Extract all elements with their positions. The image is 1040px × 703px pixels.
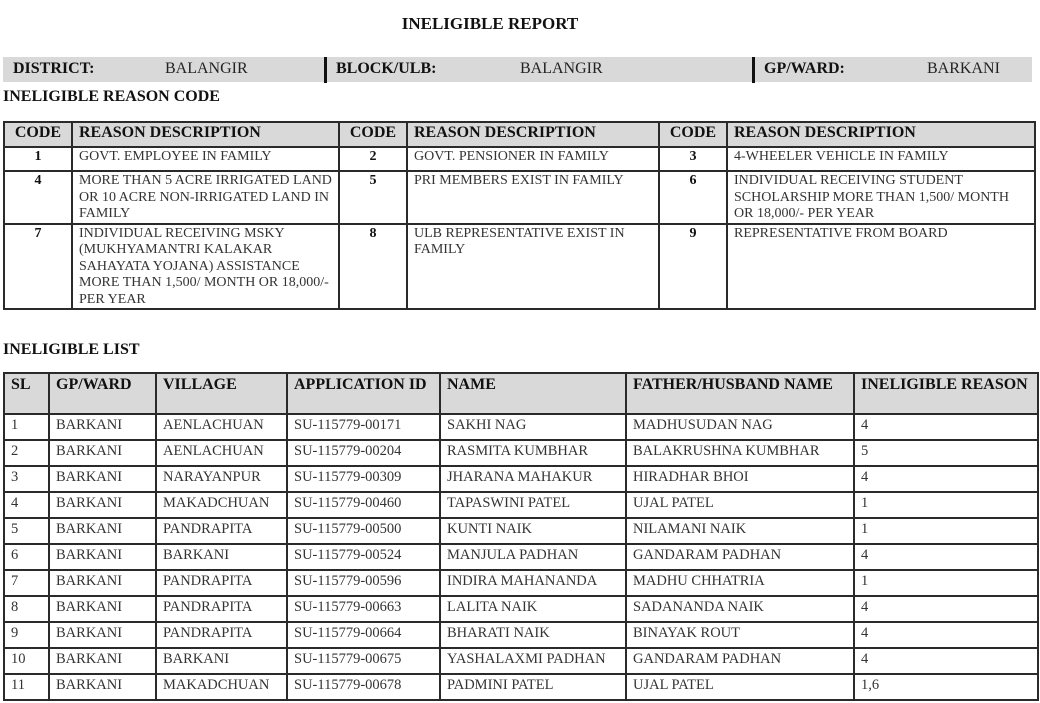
row-father-husband-name: UJAL PATEL (626, 492, 854, 518)
reason-description: PRI MEMBERS EXIST IN FAMILY (407, 171, 659, 224)
ineligible-list-table (3, 372, 1039, 701)
reason-description: INDIVIDUAL RECEIVING STUDENT SCHOLARSHIP MORE THAN 1,500/ MONTH OR 18,000/- PER YEAR (727, 171, 1035, 224)
reason-description: ULB REPRESENTATIVE EXIST IN FAMILY (407, 224, 659, 310)
reason-code: 9 (659, 224, 727, 310)
row-gp-ward: BARKANI (49, 674, 156, 700)
row-ineligible-reason: 1,6 (854, 674, 1038, 700)
reason-description: GOVT. PENSIONER IN FAMILY (407, 147, 659, 171)
row-father-husband-name: MADHUSUDAN NAG (626, 414, 854, 440)
row-sl: 7 (4, 570, 49, 596)
reason-description: MORE THAN 5 ACRE IRRIGATED LAND OR 10 ACRE NON-IRRIGATED LAND IN FAMILY (72, 171, 339, 224)
row-ineligible-reason: 1 (854, 492, 1038, 518)
table-row (4, 674, 1038, 700)
row-gp-ward: BARKANI (49, 414, 156, 440)
col-header-code: CODE (4, 122, 72, 147)
divider (752, 57, 755, 83)
row-gp-ward: BARKANI (49, 518, 156, 544)
row-name: TAPASWINI PATEL (440, 492, 626, 518)
row-application-id: SU-115779-00675 (287, 648, 440, 674)
row-application-id: SU-115779-00664 (287, 622, 440, 648)
col-header-reason: REASON DESCRIPTION (72, 122, 339, 147)
table-row (4, 492, 1038, 518)
table-row (4, 440, 1038, 466)
row-name: KUNTI NAIK (440, 518, 626, 544)
col-header-sl: SL (4, 373, 49, 414)
district-value: BALANGIR (165, 60, 248, 77)
row-application-id: SU-115779-00663 (287, 596, 440, 622)
row-name: MANJULA PADHAN (440, 544, 626, 570)
row-village: MAKADCHUAN (156, 674, 287, 700)
table-row (4, 544, 1038, 570)
table-row (4, 518, 1038, 544)
row-ineligible-reason: 1 (854, 570, 1038, 596)
row-gp-ward: BARKANI (49, 570, 156, 596)
reason-code: 1 (4, 147, 72, 171)
row-sl: 3 (4, 466, 49, 492)
block-value: BALANGIR (520, 60, 603, 77)
table-row (4, 648, 1038, 674)
row-name: LALITA NAIK (440, 596, 626, 622)
col-header-reason: REASON DESCRIPTION (727, 122, 1035, 147)
reason-code-row (4, 147, 1035, 171)
table-row (4, 622, 1038, 648)
row-name: SAKHI NAG (440, 414, 626, 440)
reason-code: 6 (659, 171, 727, 224)
row-gp-ward: BARKANI (49, 622, 156, 648)
row-name: BHARATI NAIK (440, 622, 626, 648)
reason-description: 4-WHEELER VEHICLE IN FAMILY (727, 147, 1035, 171)
reason-code: 8 (339, 224, 407, 310)
row-sl: 1 (4, 414, 49, 440)
row-sl: 11 (4, 674, 49, 700)
row-sl: 10 (4, 648, 49, 674)
block-label: BLOCK/ULB: (336, 60, 437, 77)
row-application-id: SU-115779-00678 (287, 674, 440, 700)
table-row (4, 570, 1038, 596)
reason-code: 5 (339, 171, 407, 224)
report-title: INELIGIBLE REPORT (401, 14, 579, 33)
row-gp-ward: BARKANI (49, 492, 156, 518)
col-header-father-husband-name: FATHER/HUSBAND NAME (626, 373, 854, 414)
ineligible-list-header-row (4, 373, 1038, 414)
row-father-husband-name: GANDARAM PADHAN (626, 544, 854, 570)
row-sl: 5 (4, 518, 49, 544)
row-ineligible-reason: 4 (854, 622, 1038, 648)
reason-code-table (3, 121, 1036, 310)
row-application-id: SU-115779-00171 (287, 414, 440, 440)
row-application-id: SU-115779-00309 (287, 466, 440, 492)
gp-ward-value: BARKANI (927, 60, 1000, 77)
reason-code-row (4, 171, 1035, 224)
row-father-husband-name: HIRADHAR BHOI (626, 466, 854, 492)
row-application-id: SU-115779-00460 (287, 492, 440, 518)
row-application-id: SU-115779-00596 (287, 570, 440, 596)
row-ineligible-reason: 4 (854, 544, 1038, 570)
reason-code: 2 (339, 147, 407, 171)
reason-code: 3 (659, 147, 727, 171)
row-father-husband-name: BALAKRUSHNA KUMBHAR (626, 440, 854, 466)
row-application-id: SU-115779-00204 (287, 440, 440, 466)
row-sl: 9 (4, 622, 49, 648)
reason-code-header-row (4, 122, 1035, 147)
row-sl: 6 (4, 544, 49, 570)
row-sl: 2 (4, 440, 49, 466)
row-name: RASMITA KUMBHAR (440, 440, 626, 466)
reason-code: 4 (4, 171, 72, 224)
row-father-husband-name: UJAL PATEL (626, 674, 854, 700)
divider (324, 57, 327, 83)
reason-description: INDIVIDUAL RECEIVING MSKY (MUKHYAMANTRI KALAKAR SAHAYATA YOJANA) ASSISTANCE MORE THAN 1,500/ MONTH OR 18,000/- PER YEAR (72, 224, 339, 310)
row-name: YASHALAXMI PADHAN (440, 648, 626, 674)
row-name: JHARANA MAHAKUR (440, 466, 626, 492)
row-name: PADMINI PATEL (440, 674, 626, 700)
row-sl: 8 (4, 596, 49, 622)
row-ineligible-reason: 4 (854, 466, 1038, 492)
table-row (4, 596, 1038, 622)
table-row (4, 414, 1038, 440)
row-father-husband-name: NILAMANI NAIK (626, 518, 854, 544)
row-gp-ward: BARKANI (49, 466, 156, 492)
row-village: BARKANI (156, 544, 287, 570)
col-header-ineligible-reason: INELIGIBLE REASON (854, 373, 1038, 414)
col-header-reason: REASON DESCRIPTION (407, 122, 659, 147)
row-father-husband-name: MADHU CHHATRIA (626, 570, 854, 596)
row-ineligible-reason: 4 (854, 414, 1038, 440)
row-ineligible-reason: 4 (854, 596, 1038, 622)
row-village: BARKANI (156, 648, 287, 674)
col-header-gp-ward: GP/WARD (49, 373, 156, 414)
row-village: PANDRAPITA (156, 596, 287, 622)
row-village: MAKADCHUAN (156, 492, 287, 518)
row-gp-ward: BARKANI (49, 596, 156, 622)
ineligible-list-title: INELIGIBLE LIST (3, 341, 140, 358)
row-village: PANDRAPITA (156, 518, 287, 544)
col-header-application-id: APPLICATION ID (287, 373, 440, 414)
reason-code: 7 (4, 224, 72, 310)
row-gp-ward: BARKANI (49, 440, 156, 466)
location-info-bar (3, 57, 1032, 82)
gp-ward-label: GP/WARD: (764, 60, 845, 77)
row-sl: 4 (4, 492, 49, 518)
row-ineligible-reason: 4 (854, 648, 1038, 674)
col-header-code: CODE (659, 122, 727, 147)
col-header-name: NAME (440, 373, 626, 414)
row-father-husband-name: BINAYAK ROUT (626, 622, 854, 648)
reason-code-title: INELIGIBLE REASON CODE (3, 88, 220, 105)
row-ineligible-reason: 5 (854, 440, 1038, 466)
col-header-code: CODE (339, 122, 407, 147)
reason-code-row (4, 224, 1035, 310)
row-village: AENLACHUAN (156, 440, 287, 466)
row-application-id: SU-115779-00500 (287, 518, 440, 544)
row-name: INDIRA MAHANANDA (440, 570, 626, 596)
row-village: AENLACHUAN (156, 414, 287, 440)
row-gp-ward: BARKANI (49, 544, 156, 570)
table-row (4, 466, 1038, 492)
row-village: NARAYANPUR (156, 466, 287, 492)
district-label: DISTRICT: (13, 60, 95, 77)
row-application-id: SU-115779-00524 (287, 544, 440, 570)
row-village: PANDRAPITA (156, 570, 287, 596)
reason-description: REPRESENTATIVE FROM BOARD (727, 224, 1035, 310)
row-village: PANDRAPITA (156, 622, 287, 648)
row-gp-ward: BARKANI (49, 648, 156, 674)
col-header-village: VILLAGE (156, 373, 287, 414)
reason-description: GOVT. EMPLOYEE IN FAMILY (72, 147, 339, 171)
row-father-husband-name: SADANANDA NAIK (626, 596, 854, 622)
row-father-husband-name: GANDARAM PADHAN (626, 648, 854, 674)
row-ineligible-reason: 1 (854, 518, 1038, 544)
